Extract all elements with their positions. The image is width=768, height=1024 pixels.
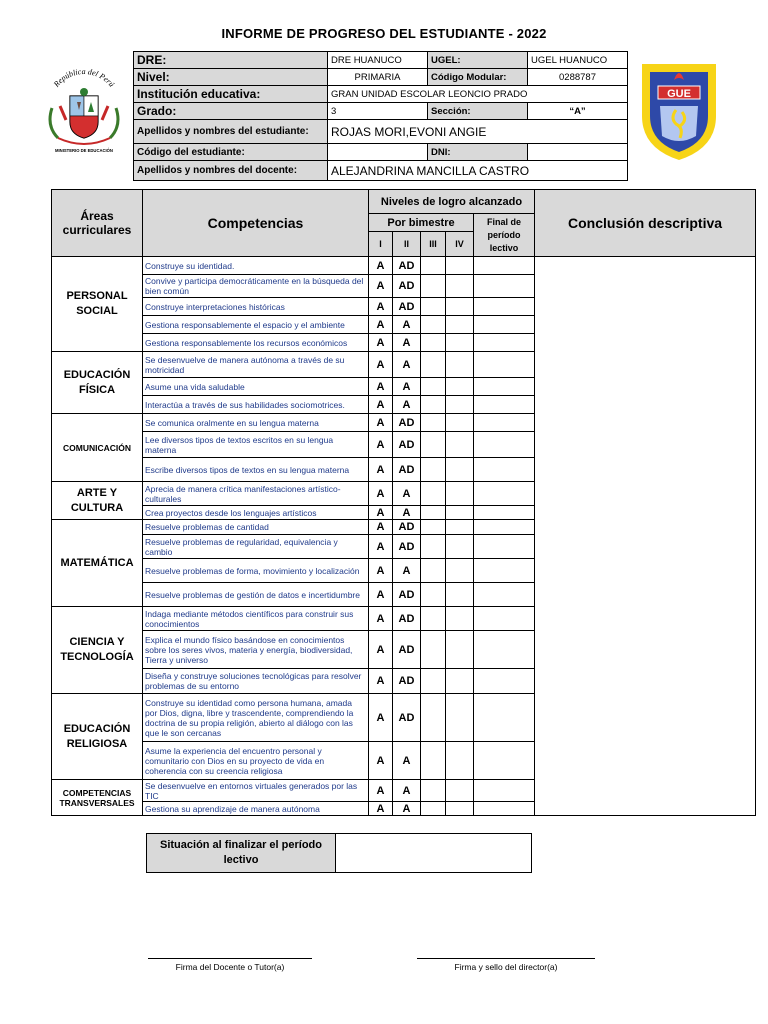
- area-name: EDUCACIÓN FÍSICA: [52, 352, 143, 414]
- nivel-value: PRIMARIA: [328, 69, 428, 86]
- grade-final: [474, 631, 535, 669]
- grade-bimestre-1: A: [369, 535, 393, 559]
- grade-bimestre-2: AD: [393, 275, 421, 298]
- area-name: COMPETENCIAS TRANSVERSALES: [52, 780, 143, 816]
- competencia-text: Se desenvuelve en entornos virtuales generados por las TIC: [143, 780, 369, 802]
- grade-bimestre-2: A: [393, 802, 421, 816]
- emblem-bottom-text: MINISTERIO DE EDUCACIÓN: [55, 148, 113, 153]
- grade-bimestre-3: [421, 506, 446, 520]
- grade-bimestre-1: A: [369, 458, 393, 482]
- grade-bimestre-2: AD: [393, 535, 421, 559]
- col-conclusion-header: Conclusión descriptiva: [535, 190, 756, 257]
- signature-docente-label: Firma del Docente o Tutor(a): [175, 962, 285, 972]
- grade-bimestre-1: A: [369, 396, 393, 414]
- competencia-text: Explica el mundo físico basándose en conocimientos sobre los seres vivos, materia y energía, biodiversidad, Tierra y universo: [143, 631, 369, 669]
- grade-bimestre-2: AD: [393, 583, 421, 607]
- grade-bimestre-3: [421, 352, 446, 378]
- svg-text:República del Perú: [51, 68, 116, 89]
- grade-bimestre-2: AD: [393, 414, 421, 432]
- grade-bimestre-2: AD: [393, 694, 421, 742]
- competencia-text: Crea proyectos desde los lenguajes artísticos: [143, 506, 369, 520]
- grade-final: [474, 352, 535, 378]
- student-info-table: [133, 51, 628, 181]
- competencia-text: Escribe diversos tipos de textos en su lengua materna: [143, 458, 369, 482]
- grade-bimestre-3: [421, 559, 446, 583]
- grade-bimestre-4: [446, 414, 474, 432]
- institucion-label: Institución educativa:: [134, 86, 328, 103]
- grade-bimestre-4: [446, 275, 474, 298]
- competencia-text: Construye interpretaciones históricas: [143, 298, 369, 316]
- grade-final: [474, 257, 535, 275]
- grade-final: [474, 432, 535, 458]
- codigo-estudiante-label: Código del estudiante:: [134, 144, 328, 161]
- crest-text: GUE: [667, 88, 691, 100]
- grade-final: [474, 414, 535, 432]
- grade-bimestre-4: [446, 520, 474, 535]
- grade-bimestre-1: A: [369, 298, 393, 316]
- grade-final: [474, 694, 535, 742]
- grade-bimestre-2: A: [393, 316, 421, 334]
- nivel-label: Nivel:: [134, 69, 328, 86]
- grade-final: [474, 535, 535, 559]
- peru-coat-of-arms-icon: [44, 68, 124, 156]
- grade-bimestre-2: A: [393, 742, 421, 780]
- grade-final: [474, 275, 535, 298]
- grade-bimestre-4: [446, 802, 474, 816]
- dni-label: DNI:: [428, 144, 528, 161]
- col-bimestre-i: I: [369, 232, 393, 257]
- competencia-text: Resuelve problemas de gestión de datos e incertidumbre: [143, 583, 369, 607]
- grade-bimestre-1: A: [369, 432, 393, 458]
- area-name: ARTE Y CULTURA: [52, 482, 143, 520]
- emblem-arc-text: República del Perú: [51, 68, 117, 89]
- codigo-modular-value: 0288787: [528, 69, 628, 86]
- competencia-text: Indaga mediante métodos científicos para construir sus conocimientos: [143, 607, 369, 631]
- signature-line-docente: [148, 958, 312, 959]
- grade-bimestre-3: [421, 414, 446, 432]
- col-competencias-header: Competencias: [143, 190, 369, 257]
- grade-final: [474, 583, 535, 607]
- area-name: CIENCIA Y TECNOLOGÍA: [52, 607, 143, 694]
- grade-bimestre-1: A: [369, 334, 393, 352]
- ugel-label: UGEL:: [428, 52, 528, 69]
- grade-bimestre-2: A: [393, 780, 421, 802]
- grade-bimestre-1: A: [369, 694, 393, 742]
- grade-bimestre-1: A: [369, 275, 393, 298]
- grade-bimestre-1: A: [369, 631, 393, 669]
- grade-bimestre-2: AD: [393, 458, 421, 482]
- grade-bimestre-2: A: [393, 559, 421, 583]
- seccion-label: Sección:: [428, 103, 528, 120]
- institucion-value: GRAN UNIDAD ESCOLAR LEONCIO PRADO: [328, 86, 628, 103]
- grade-bimestre-1: A: [369, 506, 393, 520]
- competencia-text: Interactúa a través de sus habilidades sociomotrices.: [143, 396, 369, 414]
- grade-bimestre-3: [421, 535, 446, 559]
- conclusion-descriptiva: [535, 257, 756, 816]
- grade-bimestre-3: [421, 802, 446, 816]
- grade-bimestre-4: [446, 631, 474, 669]
- estudiante-label: Apellidos y nombres del estudiante:: [134, 120, 328, 144]
- competencia-text: Gestiona su aprendizaje de manera autónoma: [143, 802, 369, 816]
- grade-final: [474, 520, 535, 535]
- grade-bimestre-1: A: [369, 520, 393, 535]
- grade-bimestre-4: [446, 535, 474, 559]
- grade-bimestre-1: A: [369, 352, 393, 378]
- grade-bimestre-2: AD: [393, 432, 421, 458]
- grade-bimestre-4: [446, 298, 474, 316]
- grade-bimestre-2: A: [393, 378, 421, 396]
- competencias-table: [51, 189, 756, 816]
- competencia-text: Construye su identidad como persona humana, amada por Dios, digna, libre y trascendente, comprendiendo la doctrina de su propia religión, abierto al diálogo con las que le son cercanas: [143, 694, 369, 742]
- col-areas-header: Áreas curriculares: [52, 190, 143, 257]
- docente-label: Apellidos y nombres del docente:: [134, 161, 328, 181]
- table-row: [52, 257, 756, 275]
- grade-bimestre-4: [446, 352, 474, 378]
- grade-final: [474, 458, 535, 482]
- grade-bimestre-1: A: [369, 559, 393, 583]
- grade-bimestre-4: [446, 458, 474, 482]
- grade-final: [474, 559, 535, 583]
- competencia-text: Convive y participa democráticamente en la búsqueda del bien común: [143, 275, 369, 298]
- docente-value: ALEJANDRINA MANCILLA CASTRO: [328, 161, 628, 181]
- grade-bimestre-4: [446, 780, 474, 802]
- grade-bimestre-4: [446, 559, 474, 583]
- col-por-bimestre-header: Por bimestre: [369, 214, 474, 232]
- dre-value: DRE HUANUCO: [328, 52, 428, 69]
- competencia-text: Se comunica oralmente en su lengua materna: [143, 414, 369, 432]
- grade-final: [474, 482, 535, 506]
- grade-bimestre-2: A: [393, 352, 421, 378]
- grade-bimestre-1: A: [369, 482, 393, 506]
- signature-line-director: [417, 958, 595, 959]
- competencia-text: Gestiona responsablemente el espacio y el ambiente: [143, 316, 369, 334]
- grade-bimestre-3: [421, 396, 446, 414]
- grade-bimestre-4: [446, 583, 474, 607]
- situacion-value: [336, 834, 532, 873]
- area-name: PERSONAL SOCIAL: [52, 257, 143, 352]
- area-name: EDUCACIÓN RELIGIOSA: [52, 694, 143, 780]
- grade-bimestre-1: A: [369, 607, 393, 631]
- grade-bimestre-4: [446, 506, 474, 520]
- grade-bimestre-2: AD: [393, 257, 421, 275]
- grade-bimestre-2: A: [393, 506, 421, 520]
- grade-bimestre-3: [421, 520, 446, 535]
- grade-final: [474, 780, 535, 802]
- grade-bimestre-3: [421, 378, 446, 396]
- grado-value: 3: [328, 103, 428, 120]
- grado-label: Grado:: [134, 103, 328, 120]
- ugel-value: UGEL HUANUCO: [528, 52, 628, 69]
- competencia-text: Diseña y construye soluciones tecnológicas para resolver problemas de su entorno: [143, 669, 369, 694]
- grade-bimestre-4: [446, 396, 474, 414]
- grade-bimestre-4: [446, 432, 474, 458]
- codigo-modular-label: Código Modular:: [428, 69, 528, 86]
- col-bimestre-ii: II: [393, 232, 421, 257]
- signature-director-label: Firma y sello del director(a): [454, 962, 558, 972]
- grade-bimestre-3: [421, 334, 446, 352]
- area-name: COMUNICACIÓN: [52, 414, 143, 482]
- grade-final: [474, 298, 535, 316]
- estudiante-value: ROJAS MORI,EVONI ANGIE: [328, 120, 628, 144]
- grade-bimestre-3: [421, 607, 446, 631]
- competencia-text: Se desenvuelve de manera autónoma a través de su motricidad: [143, 352, 369, 378]
- grade-bimestre-1: A: [369, 802, 393, 816]
- grade-bimestre-2: A: [393, 334, 421, 352]
- grade-bimestre-4: [446, 257, 474, 275]
- grade-bimestre-3: [421, 275, 446, 298]
- grade-bimestre-3: [421, 669, 446, 694]
- grade-final: [474, 802, 535, 816]
- grade-bimestre-2: A: [393, 482, 421, 506]
- codigo-estudiante-value: [328, 144, 428, 161]
- grade-bimestre-3: [421, 316, 446, 334]
- dni-value: [528, 144, 628, 161]
- grade-bimestre-2: A: [393, 396, 421, 414]
- grade-bimestre-3: [421, 631, 446, 669]
- grade-bimestre-3: [421, 432, 446, 458]
- grade-bimestre-2: AD: [393, 298, 421, 316]
- competencia-text: Lee diversos tipos de textos escritos en su lengua materna: [143, 432, 369, 458]
- page-title: INFORME DE PROGRESO DEL ESTUDIANTE - 2022: [221, 26, 547, 41]
- grade-bimestre-3: [421, 583, 446, 607]
- grade-bimestre-1: A: [369, 257, 393, 275]
- grade-bimestre-4: [446, 482, 474, 506]
- grade-final: [474, 669, 535, 694]
- grade-bimestre-4: [446, 742, 474, 780]
- competencia-text: Asume una vida saludable: [143, 378, 369, 396]
- grade-bimestre-3: [421, 482, 446, 506]
- seccion-value: “A”: [528, 103, 628, 120]
- grade-bimestre-2: AD: [393, 669, 421, 694]
- competencia-text: Asume la experiencia del encuentro personal y comunitario con Dios en su proyecto de vida en coherencia con su creencia religiosa: [143, 742, 369, 780]
- grade-final: [474, 378, 535, 396]
- grade-final: [474, 607, 535, 631]
- grade-bimestre-3: [421, 742, 446, 780]
- situacion-label: Situación al finalizar el período lectivo: [147, 834, 336, 873]
- situacion-table: [146, 833, 532, 873]
- grade-bimestre-2: AD: [393, 607, 421, 631]
- grade-bimestre-1: A: [369, 414, 393, 432]
- col-bimestre-iii: III: [421, 232, 446, 257]
- grade-final: [474, 742, 535, 780]
- col-niveles-header: Niveles de logro alcanzado: [369, 190, 535, 214]
- grade-final: [474, 396, 535, 414]
- competencia-text: Construye su identidad.: [143, 257, 369, 275]
- grade-final: [474, 316, 535, 334]
- grade-bimestre-4: [446, 316, 474, 334]
- grade-bimestre-3: [421, 458, 446, 482]
- col-bimestre-iv: IV: [446, 232, 474, 257]
- grade-bimestre-2: AD: [393, 631, 421, 669]
- competencia-text: Resuelve problemas de regularidad, equivalencia y cambio: [143, 535, 369, 559]
- grade-final: [474, 506, 535, 520]
- grade-bimestre-4: [446, 669, 474, 694]
- grade-bimestre-1: A: [369, 742, 393, 780]
- dre-label: DRE:: [134, 52, 328, 69]
- grade-bimestre-1: A: [369, 780, 393, 802]
- grade-bimestre-4: [446, 694, 474, 742]
- school-crest-icon: [636, 56, 722, 164]
- competencia-text: Gestiona responsablemente los recursos económicos: [143, 334, 369, 352]
- grade-bimestre-3: [421, 257, 446, 275]
- grade-bimestre-4: [446, 334, 474, 352]
- grade-bimestre-3: [421, 298, 446, 316]
- area-name: MATEMÁTICA: [52, 520, 143, 607]
- grade-bimestre-4: [446, 607, 474, 631]
- grade-bimestre-1: A: [369, 583, 393, 607]
- competencia-text: Resuelve problemas de cantidad: [143, 520, 369, 535]
- grade-bimestre-2: AD: [393, 520, 421, 535]
- grade-bimestre-1: A: [369, 316, 393, 334]
- col-final-header: Final de período lectivo: [474, 214, 535, 257]
- grade-bimestre-3: [421, 780, 446, 802]
- grade-bimestre-1: A: [369, 378, 393, 396]
- grade-final: [474, 334, 535, 352]
- competencia-text: Aprecia de manera crítica manifestaciones artístico-culturales: [143, 482, 369, 506]
- grade-bimestre-3: [421, 694, 446, 742]
- grade-bimestre-1: A: [369, 669, 393, 694]
- competencia-text: Resuelve problemas de forma, movimiento y localización: [143, 559, 369, 583]
- grade-bimestre-4: [446, 378, 474, 396]
